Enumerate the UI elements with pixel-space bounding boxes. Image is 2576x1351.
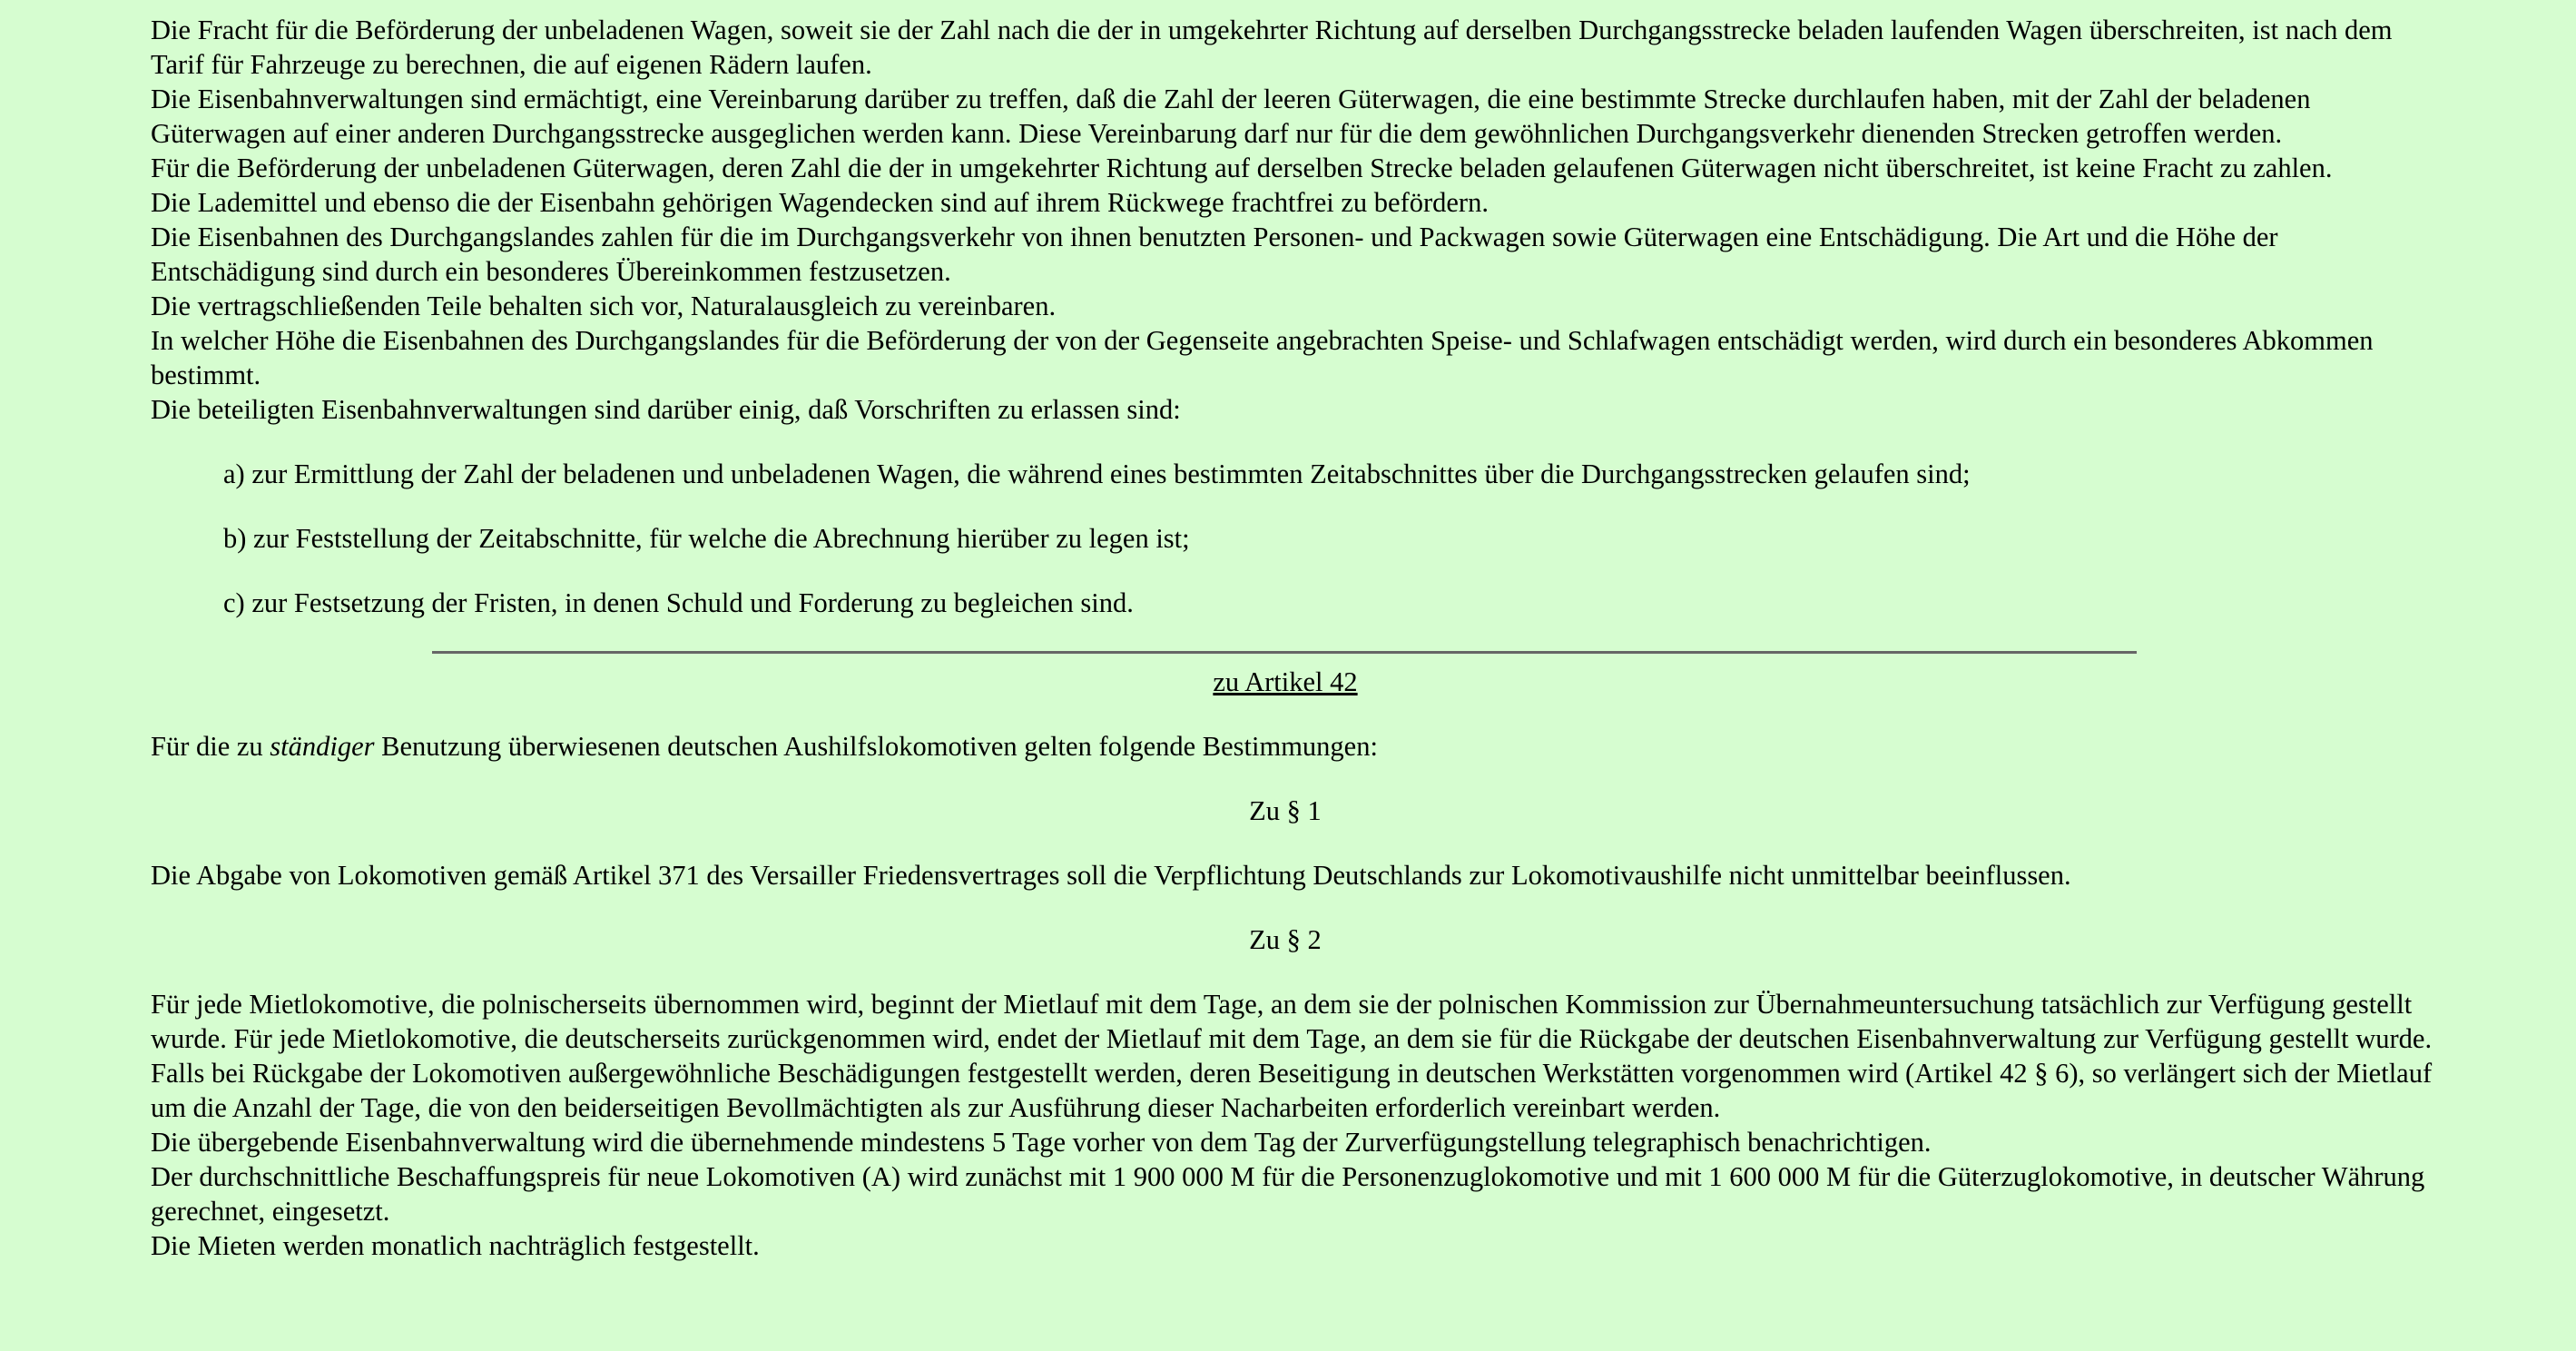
paragraph-regulations-intro: Die beteiligten Eisenbahnverwaltungen sind darüber einig, daß Vorschriften zu erlassen sind: xyxy=(151,394,1181,425)
paragraph-locomotive-intro xyxy=(151,729,2438,764)
paragraph-transit-compensation: Die Eisenbahnen des Durchgangslandes zahlen für die im Durchgangsverkehr von ihnen benutzten Personen- und Packwagen sowie Güterwagen eine Entschädigung. Die Art und die Höhe der Entschädigung sind durch ein besonderes Übereinkommen festzusetzen. xyxy=(151,222,2278,287)
list-item: a) zur Ermittlung der Zahl der beladenen und unbeladenen Wagen, die während eines bestimmten Zeitabschnittes über die Durchgangsstrecken gelaufen sind; xyxy=(223,459,1971,489)
paragraph-rental-period: Für jede Mietlokomotive, die polnischerseits übernommen wird, beginnt der Mietlauf mit dem Tage, an dem sie der polnischen Kommission zur Übernahmeuntersuchung tatsächlich zur Verfügung gestellt wurde. Für jede Mietlokomotive, die deutscherseits zurückgenommen wird, endet der Mietlauf mit dem Tage, an dem sie für die Rückgabe der deutschen Eisenbahnverwaltung zur Verfügung gestellt wurde. xyxy=(151,989,2433,1054)
article-heading: zu Artikel 42 xyxy=(1213,666,1358,697)
horizontal-divider xyxy=(432,651,2137,654)
paragraph-wagon-balancing-agreement: Die Eisenbahnverwaltungen sind ermächtigt, eine Vereinbarung darüber zu treffen, daß die Zahl der leeren Güterwagen, die eine bestimmte Strecke durchlaufen haben, mit der Zahl der beladenen Güterwagen auf einer anderen Durchgangsstrecke ausgeglichen werden kann. Diese Vereinbarung darf nur für die dem gewöhnlichen Durchgangsverkehr dienenden Strecken getroffen werden. xyxy=(151,84,2311,149)
paragraph-monthly-rent: Die Mieten werden monatlich nachträglich festgestellt. xyxy=(151,1230,760,1261)
paragraph-damage-extension: Falls bei Rückgabe der Lokomotiven außergewöhnliche Beschädigungen festgestellt werden, deren Beseitigung in deutschen Werkstätten vorgenommen wird (Artikel 42 § 6), so verlängert sich der Mietlauf um die Anzahl der Tage, die von den beiderseitigen Bevollmächtigten als zur Ausführung dieser Nacharbeiten erforderlich vereinbart werden. xyxy=(151,1058,2433,1123)
paragraph-no-freight-empty-wagons: Für die Beförderung der unbeladenen Güterwagen, deren Zahl die der in umgekehrter Richtung auf derselben Strecke beladen gelaufenen Güterwagen nicht überschreitet, ist keine Fracht zu zahlen. xyxy=(151,153,2333,183)
intro-emphasis: ständiger xyxy=(270,731,375,762)
paragraph-loading-equipment: Die Lademittel und ebenso die der Eisenbahn gehörigen Wagendecken sind auf ihrem Rückwege frachtfrei zu befördern. xyxy=(151,187,1489,218)
paragraph-unloaded-wagon-freight: Die Fracht für die Beförderung der unbeladenen Wagen, soweit sie der Zahl nach die der in umgekehrter Richtung auf derselben Durchgangsstrecke beladen laufenden Wagen überschreiten, ist nach dem Tarif für Fahrzeuge zu berechnen, die auf eigenen Rädern laufen. xyxy=(151,15,2393,80)
section-heading-1: Zu § 1 xyxy=(1249,795,1322,826)
paragraph-purchase-price: Der durchschnittliche Beschaffungspreis für neue Lokomotiven (A) wird zunächst mit 1 900 000 M für die Personenzuglokomotive und mit 1 600 000 M für die Güterzuglokomotive, in deutscher Währung gerechnet, eingesetzt. xyxy=(151,1161,2425,1227)
list-item: b) zur Feststellung der Zeitabschnitte, für welche die Abrechnung hierüber zu legen ist; xyxy=(223,523,1190,554)
regulations-list xyxy=(151,457,2438,620)
paragraph-natural-compensation: Die vertragschließenden Teile behalten sich vor, Naturalausgleich zu vereinbaren. xyxy=(151,291,1057,321)
paragraph-section1: Die Abgabe von Lokomotiven gemäß Artikel 371 des Versailler Friedensvertrages soll die Verpflichtung Deutschlands zur Lokomotivaushilfe nicht unmittelbar beeinflussen. xyxy=(151,860,2071,891)
section-heading-2: Zu § 2 xyxy=(1249,924,1322,955)
paragraph-dining-sleeping-cars: In welcher Höhe die Eisenbahnen des Durchgangslandes für die Beförderung der von der Gegenseite angebrachten Speise- und Schlafwagen entschädigt werden, wird durch ein besonderes Abkommen bestimmt. xyxy=(151,325,2374,390)
paragraph-telegraphic-notice: Die übergebende Eisenbahnverwaltung wird die übernehmende mindestens 5 Tage vorher von dem Tag der Zurverfügungstellung telegraphisch benachrichtigen. xyxy=(151,1127,1932,1158)
intro-text-before: Für die zu xyxy=(151,731,270,762)
intro-text-after: Benutzung überwiesenen deutschen Aushilfslokomotiven gelten folgende Bestimmungen: xyxy=(374,731,1378,762)
list-item: c) zur Festsetzung der Fristen, in denen Schuld und Forderung zu begleichen sind. xyxy=(223,587,1134,618)
document-body xyxy=(151,13,2438,1263)
